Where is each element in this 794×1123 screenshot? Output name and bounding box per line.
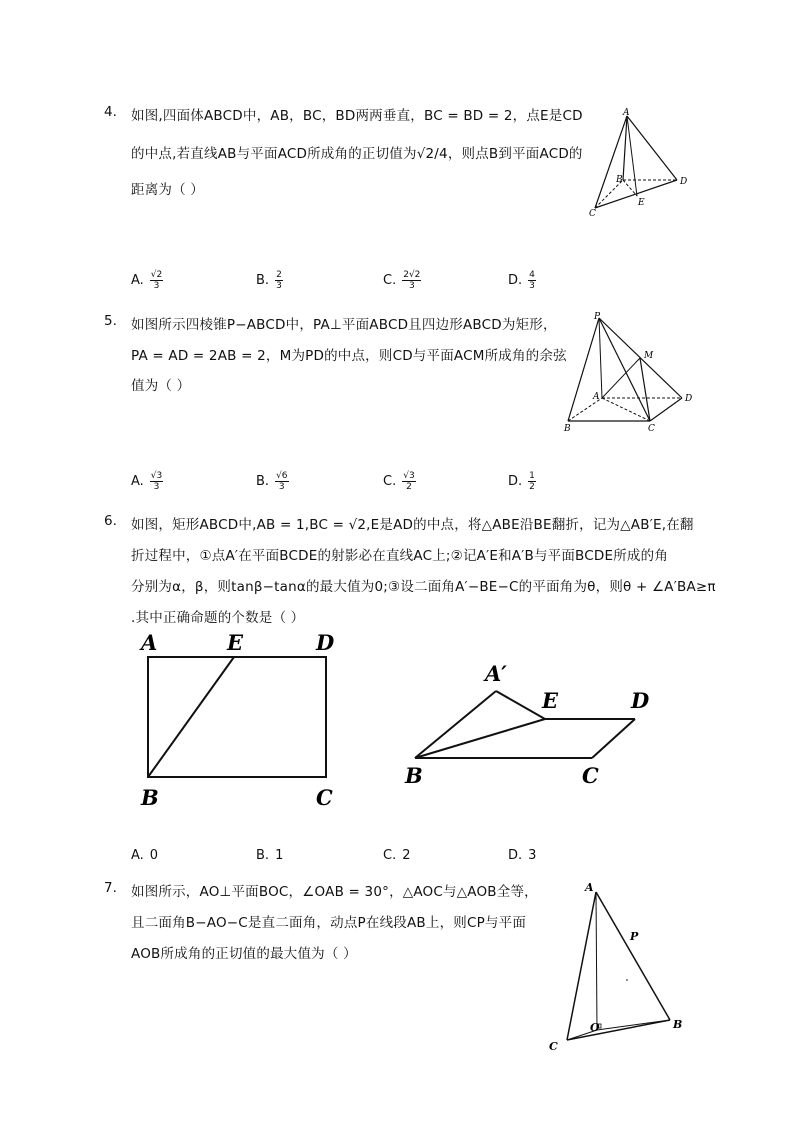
option-b[interactable] xyxy=(256,471,289,492)
vertex-label: C xyxy=(589,209,596,219)
option-c[interactable] xyxy=(383,270,421,291)
question-text-line: AOB所成角的正切值的最大值为（ ） xyxy=(131,946,357,962)
option-label: D. xyxy=(508,273,523,288)
vertex-label: A xyxy=(593,392,600,402)
option-label: C. xyxy=(383,474,397,489)
option-label: D. xyxy=(508,848,523,863)
option-value: 0 xyxy=(149,848,159,863)
vertex-label: B xyxy=(616,175,623,185)
vertex-label: E xyxy=(542,688,559,713)
numerator: 2√2 xyxy=(403,270,421,280)
option-a[interactable] xyxy=(131,270,163,291)
fraction xyxy=(528,471,536,492)
option-value: 1 xyxy=(275,848,284,863)
question-number: 4. xyxy=(104,104,117,120)
option-d[interactable] xyxy=(508,270,536,291)
option-label: A. xyxy=(131,273,144,288)
vertex-label: P xyxy=(630,930,639,943)
numerator: √3 xyxy=(150,471,163,481)
denominator: 3 xyxy=(153,281,160,291)
option-value: 2 xyxy=(402,848,411,863)
denominator: 3 xyxy=(153,482,160,492)
vertex-label: B xyxy=(405,763,423,788)
question-text-line: 距离为（ ） xyxy=(131,182,204,198)
vertex-label: E xyxy=(638,198,645,208)
vertex-label: P xyxy=(594,312,601,322)
question-text-line: 折过程中，①点A′在平面BCDE的射影必在直线AC上;②记A′E和A′B与平面BCDE所成的角 xyxy=(131,548,669,564)
vertex-label: D xyxy=(680,177,688,187)
vertex-label: A xyxy=(623,108,630,118)
question-number: 7. xyxy=(104,880,117,896)
numerator: √3 xyxy=(403,471,415,481)
question-text-line: 如图，矩形ABCD中,AB = 1,BC = √2,E是AD的中点，将△ABE沿BE翻折，记为△AB′E,在翻 xyxy=(131,517,694,533)
fraction xyxy=(402,270,421,291)
question-text-line: 且二面角B−AO−C是直二面角，动点P在线段AB上，则CP与平面 xyxy=(131,915,527,931)
tetrahedron-figure xyxy=(585,104,705,219)
option-c[interactable] xyxy=(383,471,416,492)
vertex-label: O xyxy=(590,1021,600,1034)
numerator: 1 xyxy=(529,471,535,481)
option-value: 3 xyxy=(528,848,537,863)
question-text-line: 如图,四面体ABCD中，AB，BC，BD两两垂直，BC = BD = 2，点E是CD xyxy=(131,108,583,124)
option-label: A. xyxy=(131,474,144,489)
numerator: 2 xyxy=(276,270,282,280)
vertex-label: A′ xyxy=(485,661,507,686)
question-text-line: 值为（ ） xyxy=(131,378,191,394)
question-text-line: 如图所示四棱锥P−ABCD中，PA⊥平面ABCD且四边形ABCD为矩形， xyxy=(131,317,557,333)
option-a[interactable] xyxy=(131,471,163,492)
vertex-label: B xyxy=(141,785,159,810)
vertex-label: B xyxy=(673,1018,683,1031)
denominator: 3 xyxy=(529,281,535,291)
question-text-line: 分别为α，β，则tanβ−tanα的最大值为0;③设二面角A′−BE−C的平面角为θ，则θ + ∠A′BA≥π xyxy=(131,579,716,595)
vertex-label: C xyxy=(582,763,599,788)
fraction xyxy=(275,270,283,291)
option-label: C. xyxy=(383,848,397,863)
question-number: 6. xyxy=(104,513,117,529)
vertex-label: A xyxy=(585,881,594,894)
numerator: √2 xyxy=(150,270,163,280)
question-text-line: .其中正确命题的个数是（ ） xyxy=(131,610,305,626)
option-label: B. xyxy=(256,474,270,489)
fraction xyxy=(275,471,288,492)
question-number: 5. xyxy=(104,313,117,329)
vertex-label: D xyxy=(316,630,335,655)
question-text-line: 如图所示，AO⊥平面BOC，∠OAB = 30°，△AOC与△AOB全等， xyxy=(131,884,538,900)
fraction xyxy=(150,270,163,291)
option-b[interactable] xyxy=(256,270,283,291)
option-label: D. xyxy=(508,474,523,489)
option-d[interactable] xyxy=(508,471,536,492)
denominator: 2 xyxy=(529,482,535,492)
fraction xyxy=(150,471,163,492)
vertex-label: E xyxy=(227,630,244,655)
option-label: C. xyxy=(383,273,397,288)
denominator: 3 xyxy=(278,482,285,492)
denominator: 3 xyxy=(276,281,282,291)
denominator: 3 xyxy=(408,281,415,291)
vertex-label: M xyxy=(644,351,654,361)
vertex-label: A xyxy=(141,630,158,655)
vertex-label: C xyxy=(316,785,333,810)
option-a[interactable] xyxy=(131,848,158,863)
vertex-label: C xyxy=(648,424,655,434)
numerator: 4 xyxy=(529,270,535,280)
triangle-pyramid-figure xyxy=(545,878,695,1058)
vertex-label: C xyxy=(549,1040,558,1053)
folded-figure xyxy=(400,655,660,795)
option-label: B. xyxy=(256,848,270,863)
vertex-label: D xyxy=(631,688,650,713)
fraction xyxy=(402,471,415,492)
question-text-line: 的中点,若直线AB与平面ACD所成角的正切值为√2/4，则点B到平面ACD的 xyxy=(131,146,583,162)
vertex-label: B xyxy=(564,424,571,434)
rectangle-figure xyxy=(135,625,345,815)
denominator: 2 xyxy=(406,482,412,492)
fraction xyxy=(528,270,536,291)
option-c[interactable] xyxy=(383,848,411,863)
pyramid-figure xyxy=(560,308,700,434)
option-label: B. xyxy=(256,273,270,288)
option-b[interactable] xyxy=(256,848,283,863)
numerator: √6 xyxy=(276,471,288,481)
option-d[interactable] xyxy=(508,848,536,863)
option-label: A. xyxy=(131,848,144,863)
vertex-label: D xyxy=(685,394,693,404)
question-text-line: PA = AD = 2AB = 2，M为PD的中点，则CD与平面ACM所成角的余弦 xyxy=(131,348,567,364)
